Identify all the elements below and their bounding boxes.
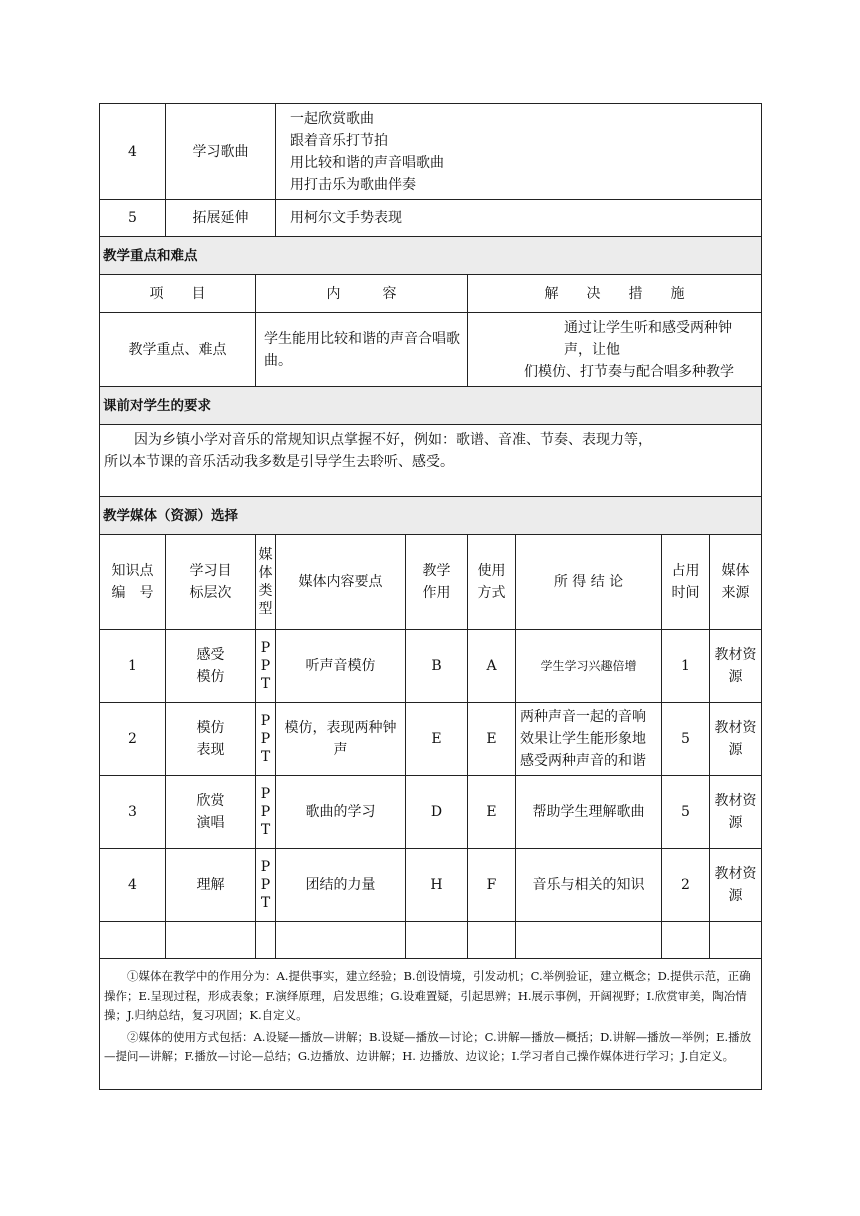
- media-row: [100, 630, 762, 703]
- header-content: 内 容: [256, 275, 468, 313]
- media-source: 教材资源: [710, 776, 762, 849]
- media-mode: E: [468, 776, 516, 849]
- requirements-text: [100, 425, 762, 497]
- media-num: 2: [100, 703, 166, 776]
- step-number: 5: [100, 200, 166, 237]
- media-content: 听声音模仿: [276, 630, 406, 703]
- media-role: H: [406, 849, 468, 922]
- step-activity: 用柯尔文手势表现: [276, 200, 762, 237]
- header-media-content: 媒体内容要点: [276, 535, 406, 630]
- media-notes: [100, 959, 762, 1090]
- media-time: 2: [662, 849, 710, 922]
- media-conclusion: 音乐与相关的知识: [516, 849, 662, 922]
- step-activity: 跟着音乐打节拍: [290, 132, 388, 149]
- media-num: 4: [100, 849, 166, 922]
- media-type: P P T: [256, 849, 276, 922]
- media-time: 1: [662, 630, 710, 703]
- media-goal: 模仿 表现: [166, 703, 256, 776]
- media-role: E: [406, 703, 468, 776]
- media-row: [100, 703, 762, 776]
- header-teaching-role: 教学 作用: [406, 535, 468, 630]
- header-time: 占用 时间: [662, 535, 710, 630]
- media-conclusion: 帮助学生理解歌曲: [516, 776, 662, 849]
- media-type: P P T: [256, 703, 276, 776]
- media-mode: A: [468, 630, 516, 703]
- media-time: 5: [662, 776, 710, 849]
- media-mode: E: [468, 703, 516, 776]
- media-role: D: [406, 776, 468, 849]
- header-source: 媒体 来源: [710, 535, 762, 630]
- media-source: 教材资源: [710, 849, 762, 922]
- key-point-content: 学生能用比较和谐的声音合唱歌曲。: [256, 313, 468, 387]
- measure-line: 通过让学生听和感受两种钟声，让他: [564, 319, 732, 358]
- step-activity: 用比较和谐的声音唱歌曲: [290, 154, 444, 171]
- step-number: 4: [100, 104, 166, 200]
- media-time: 5: [662, 703, 710, 776]
- media-header-row: [100, 535, 762, 630]
- step-row: [100, 200, 762, 237]
- step-name: 拓展延伸: [166, 200, 276, 237]
- requirements-line: 所以本节课的音乐活动我多数是引导学生去聆听、感受。: [104, 454, 454, 470]
- media-content: 歌曲的学习: [276, 776, 406, 849]
- section-heading-requirements: 课前对学生的要求: [100, 387, 762, 425]
- header-knowledge-point: 知识点 编 号: [100, 535, 166, 630]
- media-source: 教材资源: [710, 703, 762, 776]
- media-num: 3: [100, 776, 166, 849]
- media-row: [100, 776, 762, 849]
- media-content: 模仿，表现两种钟声: [276, 703, 406, 776]
- header-learning-goal: 学习目 标层次: [166, 535, 256, 630]
- lesson-plan-table: [99, 103, 762, 1090]
- note-modes: ②媒体的使用方式包括：A.设疑—播放—讲解；B.设疑—播放—讨论；C.讲解—播放—概括；D.讲解—播放—举例；E.播放—提问—讲解；F.播放—讨论—总结；G.边播放、边讲解；H. 边播放、边议论；I.学习者自己操作媒体进行学习；J.自定义。: [104, 1029, 752, 1063]
- key-point-item: 教学重点、难点: [100, 313, 256, 387]
- media-notes-row: [100, 959, 762, 1090]
- key-points-header-row: [100, 275, 762, 313]
- lesson-plan-document: [99, 103, 761, 1090]
- media-role: B: [406, 630, 468, 703]
- media-num: 1: [100, 630, 166, 703]
- step-activities: [276, 104, 762, 200]
- key-points-row: [100, 313, 762, 387]
- section-heading-key-points: 教学重点和难点: [100, 237, 762, 275]
- note-roles: ①媒体在教学中的作用分为：A.提供事实，建立经验；B.创设情境，引发动机；C.举例验证，建立概念；D.提供示范，正确操作；E.呈现过程，形成表象；F.演绎原理，启发思维；G.设难置疑，引起思辨；H.展示事例，开阔视野；I.欣赏审美，陶冶情操；J.归纳总结，复习巩固；K.自定义。: [104, 969, 751, 1022]
- media-empty-row: [100, 922, 762, 959]
- media-mode: F: [468, 849, 516, 922]
- section-heading-media: 教学媒体（资源）选择: [100, 497, 762, 535]
- header-media-type: 媒 体 类 型: [256, 535, 276, 630]
- step-row: [100, 104, 762, 200]
- requirements-line: 因为乡镇小学对音乐的常规知识点掌握不好，例如：歌谱、音准、节奏、表现力等，: [134, 432, 652, 448]
- requirements-row: [100, 425, 762, 497]
- media-source: 教材资源: [710, 630, 762, 703]
- step-activity: 用打击乐为歌曲伴奏: [290, 176, 416, 193]
- measure-line: 们模仿、打节奏与配合唱多种教学: [524, 363, 734, 380]
- media-row: [100, 849, 762, 922]
- media-goal: 欣赏 演唱: [166, 776, 256, 849]
- header-usage-mode: 使用 方式: [468, 535, 516, 630]
- media-conclusion: 学生学习兴趣倍增: [516, 630, 662, 703]
- media-content: 团结的力量: [276, 849, 406, 922]
- media-goal: 感受 模仿: [166, 630, 256, 703]
- header-measures: 解 决 措 施: [468, 275, 762, 313]
- media-type: P P T: [256, 776, 276, 849]
- header-item: 项 目: [100, 275, 256, 313]
- step-activity: 一起欣赏歌曲: [290, 110, 374, 127]
- media-conclusion: 两种声音一起的音响效果让学生能形象地感受两种声音的和谐: [516, 703, 662, 776]
- step-name: 学习歌曲: [166, 104, 276, 200]
- media-type: P P T: [256, 630, 276, 703]
- key-point-measures: [468, 313, 762, 387]
- header-conclusion: 所 得 结 论: [516, 535, 662, 630]
- media-goal: 理解: [166, 849, 256, 922]
